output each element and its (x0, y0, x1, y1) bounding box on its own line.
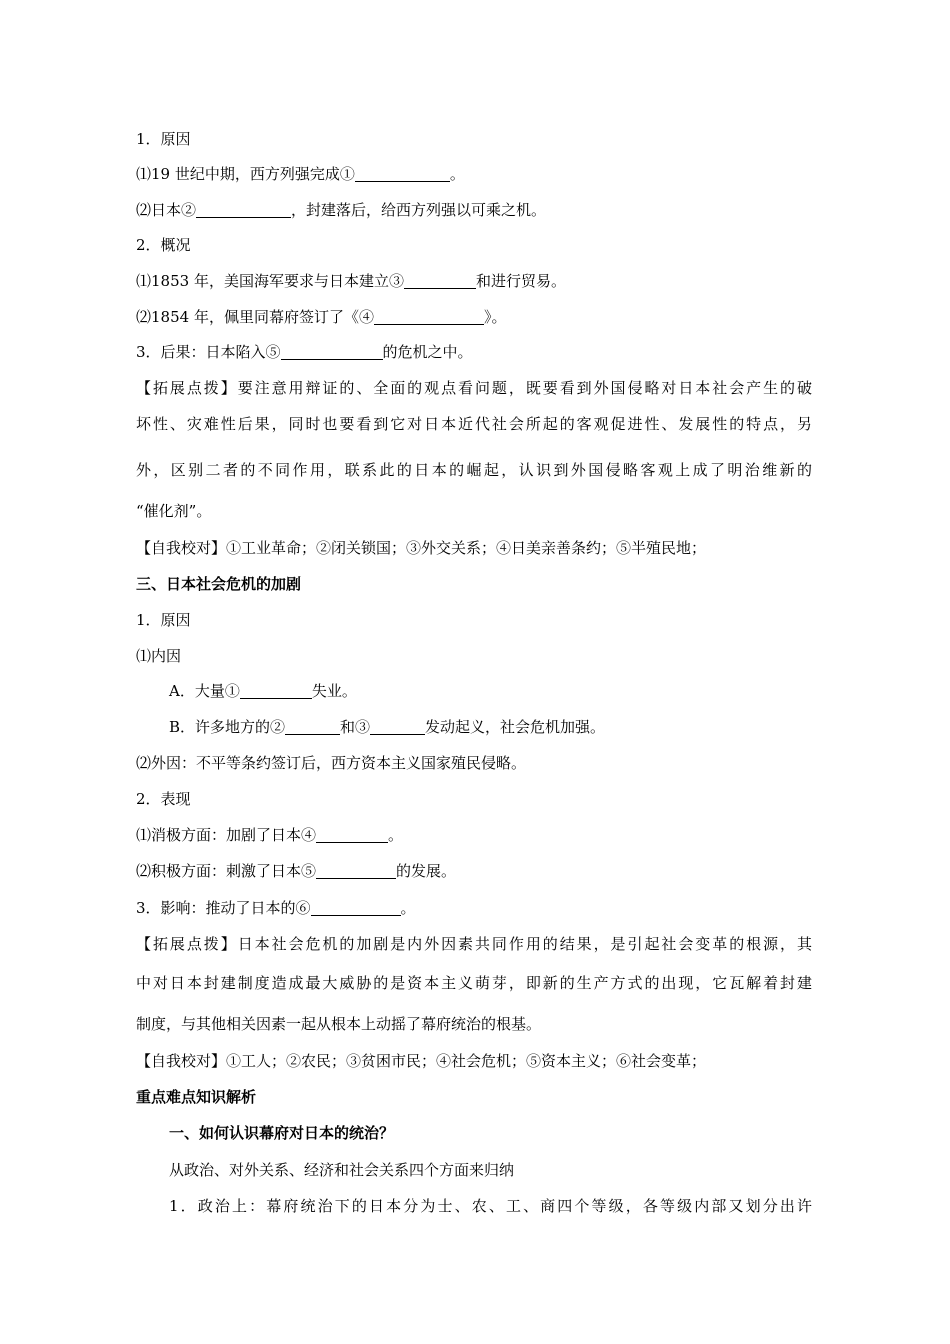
text-segment: 外，区别二者的不同作用，联系此的日本的崛起，认识到外国侵略客观上成了明治维新的 (136, 461, 812, 479)
text-segment: ⑴1853 年，美国海军要求与日本建立③ (136, 272, 404, 290)
text-line (169, 1160, 514, 1180)
text-segment: ，封建落后，给西方列强以可乘之机。 (291, 201, 547, 219)
text-segment: 中对日本封建制度造成最大威胁的是资本主义萌芽，即新的生产方式的出现，它瓦解着封建 (136, 974, 812, 992)
fill-in-blank[interactable] (281, 343, 383, 360)
fill-in-blank[interactable] (370, 718, 425, 735)
text-segment: 。 (400, 899, 416, 917)
text-line (136, 934, 812, 954)
text-segment: 1．原因 (136, 611, 191, 629)
text-segment: 2．概况 (136, 236, 191, 254)
text-segment: ⑵积极方面：刺激了日本⑤ (136, 862, 317, 880)
text-line (136, 753, 526, 773)
fill-in-blank[interactable] (285, 718, 340, 735)
text-line (136, 898, 416, 918)
text-segment: 2．表现 (136, 790, 191, 808)
text-segment: “催化剂”。 (136, 502, 212, 520)
text-segment: 。 (449, 165, 465, 183)
text-segment: 坏性、灾难性后果，同时也要看到它对日本近代社会所起的客观促进性、发展性的特点，另 (136, 415, 812, 433)
text-line (136, 574, 301, 594)
text-line (136, 378, 812, 398)
text-line (136, 789, 191, 809)
text-line (136, 414, 812, 434)
text-segment: ⑵1854 年，佩里同幕府签订了《④ (136, 308, 374, 326)
text-segment: 【自我校对】①工业革命；②闭关锁国；③外交关系；④日美亲善条约；⑤半殖民地； (136, 539, 707, 557)
text-line (136, 1051, 706, 1071)
fill-in-blank[interactable] (316, 826, 388, 843)
text-segment: 3．后果：日本陷入⑤ (136, 343, 281, 361)
text-line (169, 1123, 394, 1143)
text-segment: ⑴19 世纪中期，西方列强完成① (136, 165, 355, 183)
text-line (169, 1196, 812, 1216)
text-line (136, 200, 546, 220)
text-segment: 【拓展点拨】日本社会危机的加剧是内外因素共同作用的结果，是引起社会变革的根源，其 (136, 935, 812, 953)
text-segment: 和③ (340, 718, 371, 736)
text-line (136, 129, 191, 149)
text-line (136, 271, 566, 291)
text-line (136, 825, 403, 845)
text-segment: 1．政治上：幕府统治下的日本分为士、农、工、商四个等级，各等级内部又划分出许 (169, 1197, 812, 1215)
fill-in-blank[interactable] (240, 682, 312, 699)
fill-in-blank[interactable] (196, 201, 291, 218)
text-segment: ⑵日本② (136, 201, 197, 219)
text-segment: 的发展。 (396, 862, 457, 880)
fill-in-blank[interactable] (374, 308, 484, 325)
text-segment: 的危机之中。 (382, 343, 473, 361)
text-segment: 。 (388, 826, 404, 844)
text-line (136, 460, 812, 480)
text-line (169, 717, 605, 737)
text-segment: 和进行贸易。 (475, 272, 566, 290)
text-line (136, 861, 456, 881)
fill-in-blank[interactable] (355, 165, 450, 182)
text-segment: 一、如何认识幕府对日本的统治？ (169, 1124, 395, 1142)
fill-in-blank[interactable] (316, 862, 396, 879)
text-segment: 失业。 (311, 682, 357, 700)
text-segment: 三、日本社会危机的加剧 (136, 575, 302, 593)
text-line (169, 681, 357, 701)
text-line (136, 1087, 256, 1107)
text-line (136, 235, 191, 255)
fill-in-blank[interactable] (311, 899, 401, 916)
text-line (136, 342, 473, 362)
text-line (136, 1014, 541, 1034)
text-line (136, 610, 191, 630)
fill-in-blank[interactable] (404, 272, 476, 289)
text-segment: 【拓展点拨】要注意用辩证的、全面的观点看问题，既要看到外国侵略对日本社会产生的破 (136, 379, 812, 397)
text-line (136, 307, 506, 327)
text-segment: 从政治、对外关系、经济和社会关系四个方面来归纳 (169, 1161, 515, 1179)
text-segment: B．许多地方的② (169, 718, 286, 736)
text-line (136, 646, 181, 666)
text-line (136, 164, 465, 184)
text-line (136, 973, 812, 993)
text-segment: 制度，与其他相关因素一起从根本上动摇了幕府统治的根基。 (136, 1015, 542, 1033)
text-line (136, 538, 706, 558)
text-segment: 【自我校对】①工人；②农民；③贫困市民；④社会危机；⑤资本主义；⑥社会变革； (136, 1052, 707, 1070)
text-segment: ⑴消极方面：加剧了日本④ (136, 826, 317, 844)
text-segment: 发动起义，社会危机加强。 (425, 718, 606, 736)
text-segment: 1．原因 (136, 130, 191, 148)
text-segment: A．大量① (169, 682, 240, 700)
text-segment: 重点难点知识解析 (136, 1088, 257, 1106)
text-segment: 》。 (483, 308, 507, 326)
text-segment: 3．影响：推动了日本的⑥ (136, 899, 311, 917)
text-line (136, 501, 211, 521)
text-segment: ⑵外因：不平等条约签订后，西方资本主义国家殖民侵略。 (136, 754, 527, 772)
text-segment: ⑴内因 (136, 647, 182, 665)
